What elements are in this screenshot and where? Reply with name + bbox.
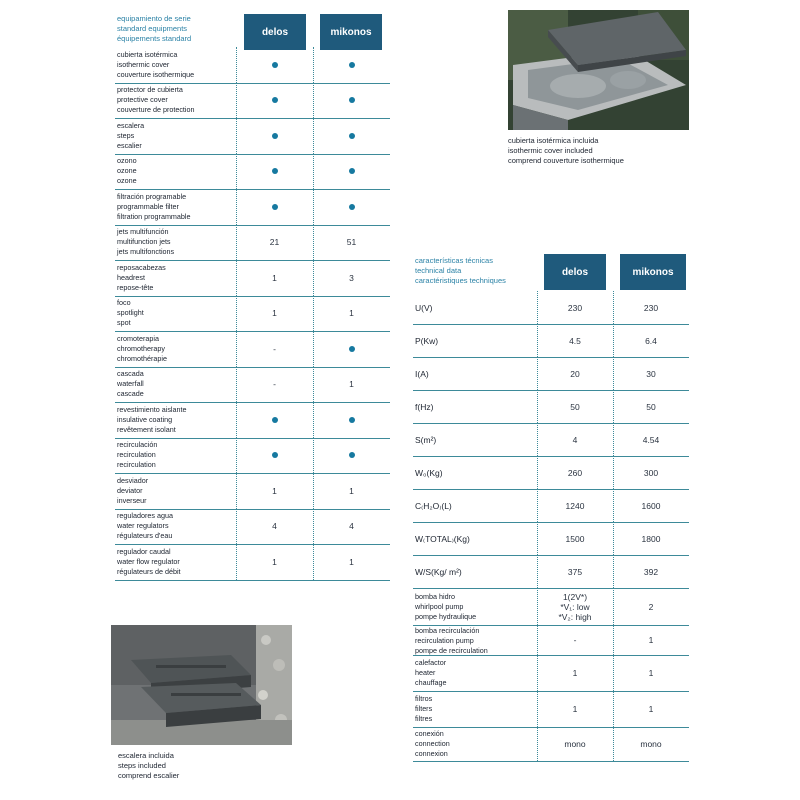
- cell-delos: [236, 189, 313, 225]
- cell-mikonos: 230: [643, 302, 659, 313]
- table-row: [413, 691, 689, 728]
- cell-mikonos: 1: [349, 308, 354, 319]
- cell-delos: [236, 118, 313, 154]
- table-row: [115, 438, 390, 475]
- cell-mikonos: 1: [349, 485, 354, 496]
- cell-delos: [236, 438, 313, 474]
- cell-mikonos: 1: [349, 379, 354, 390]
- row-label: U(V): [415, 302, 433, 313]
- table-row: [115, 367, 390, 404]
- cell-mikonos: [313, 331, 390, 367]
- included-dot-icon: [272, 97, 278, 103]
- table-row: [115, 189, 390, 226]
- included-dot-icon: [349, 62, 355, 68]
- row-label: desviador deviator inverseur: [117, 475, 149, 505]
- included-dot-icon: [349, 168, 355, 174]
- cell-delos: 1240: [565, 500, 585, 511]
- included-dot-icon: [349, 204, 355, 210]
- cell-delos: 4: [572, 434, 578, 445]
- row-label: conexión connection connexion: [415, 729, 450, 758]
- cell-delos: mono: [564, 739, 586, 749]
- standard-equipment-header-label: equipamiento de serie standard equipments équipements standard: [117, 14, 192, 43]
- row-label: S(m²): [415, 434, 437, 445]
- row-label: C₍H₂O₎(L): [415, 500, 452, 511]
- cell-delos: [236, 154, 313, 190]
- cell-mikonos: 51: [346, 237, 357, 248]
- cell-mikonos: 4: [349, 521, 354, 532]
- table-row: [115, 402, 390, 439]
- cell-mikonos: 1: [648, 635, 654, 645]
- table-row: [413, 291, 689, 325]
- cell-mikonos: [313, 83, 390, 119]
- row-label: bomba recirculación recirculation pump pompe de recirculation: [415, 626, 488, 655]
- row-label: I(A): [415, 368, 429, 379]
- row-label: revestimiento aislante insulative coating revêtement isolant: [117, 404, 187, 434]
- table-row: [413, 390, 689, 424]
- included-dot-icon: [272, 133, 278, 139]
- cell-delos: 1: [572, 704, 578, 714]
- spa-steps-caption: escalera incluida steps included comprend escalier: [118, 751, 180, 780]
- cell-mikonos: 2: [648, 601, 654, 612]
- included-dot-icon: [272, 452, 278, 458]
- included-dot-icon: [349, 452, 355, 458]
- cell-mikonos: [313, 118, 390, 154]
- row-label: reguladores agua water regulators régulateurs d'eau: [117, 511, 173, 541]
- table-row: [413, 555, 689, 589]
- cell-mikonos: 1: [648, 704, 654, 714]
- row-label: cubierta isotérmica isothermic cover couverture isothermique: [117, 49, 195, 79]
- column-header-delos: delos: [544, 254, 606, 290]
- cell-delos: 1500: [565, 533, 585, 544]
- cell-delos: [236, 83, 313, 119]
- cell-mikonos: 30: [646, 368, 656, 379]
- included-dot-icon: [349, 97, 355, 103]
- table-row: [413, 423, 689, 457]
- row-label: reposacabezas headrest repose-tête: [117, 262, 166, 292]
- column-header-mikonos: mikonos: [620, 254, 686, 290]
- cell-mikonos: [313, 438, 390, 474]
- cell-delos: [236, 402, 313, 438]
- table-row: [413, 456, 689, 490]
- table-row: [115, 260, 390, 297]
- cell-delos: 1(2V*) *V₁: low *V₂: high: [558, 591, 592, 622]
- cell-mikonos: 50: [646, 401, 656, 412]
- cell-delos: 21: [269, 237, 280, 248]
- cell-mikonos: [313, 154, 390, 190]
- cell-mikonos: 4.54: [642, 434, 660, 445]
- cell-delos: 260: [567, 467, 583, 478]
- row-label: W₍TOTAL₎(Kg): [415, 533, 470, 544]
- spa-steps-photo: [111, 625, 292, 745]
- table-row: [413, 588, 689, 626]
- column-header-delos: delos: [244, 14, 306, 50]
- cell-mikonos: 1: [349, 556, 354, 567]
- cell-delos: -: [273, 343, 276, 354]
- cell-mikonos: 300: [643, 467, 659, 478]
- row-label: jets multifunción multifunction jets jets multifonctions: [117, 227, 175, 257]
- table-row: [115, 473, 390, 510]
- included-dot-icon: [272, 204, 278, 210]
- table-row: [115, 118, 390, 155]
- included-dot-icon: [272, 417, 278, 423]
- spa-cover-caption: cubierta isotérmica incluida isothermic cover included comprend couverture isothermique: [508, 136, 624, 165]
- cell-mikonos: 1: [648, 668, 654, 678]
- spa-cover-photo: [508, 10, 689, 130]
- table-row: [413, 727, 689, 762]
- row-label: calefactor heater chauffage: [415, 658, 447, 687]
- table-row: [115, 47, 390, 84]
- row-label: foco spotlight spot: [117, 298, 144, 328]
- cell-mikonos: mono: [640, 739, 662, 749]
- included-dot-icon: [272, 62, 278, 68]
- cell-mikonos: 6.4: [645, 335, 657, 346]
- cell-delos: 1: [272, 556, 277, 567]
- cell-delos: 50: [570, 401, 580, 412]
- row-label: filtración programable programmable filter filtration programmable: [117, 191, 191, 221]
- table-row: [115, 509, 390, 546]
- table-row: [413, 324, 689, 358]
- included-dot-icon: [349, 417, 355, 423]
- cell-mikonos: 1800: [641, 533, 661, 544]
- cell-delos: 1: [272, 272, 277, 283]
- cell-delos: -: [573, 635, 577, 645]
- table-row: [413, 655, 689, 692]
- row-label: P(Kw): [415, 335, 439, 346]
- column-header-mikonos: mikonos: [320, 14, 382, 50]
- included-dot-icon: [272, 168, 278, 174]
- cell-delos: 4: [272, 521, 277, 532]
- spa-steps-illustration: [111, 625, 292, 745]
- cell-mikonos: [313, 47, 390, 83]
- spa-cover-illustration: [508, 10, 689, 130]
- cell-delos: -: [273, 379, 276, 390]
- row-label: protector de cubierta protective cover couverture de protection: [117, 85, 195, 115]
- cell-delos: 1: [272, 485, 277, 496]
- row-label: bomba hidro whirlpool pump pompe hydraulique: [415, 591, 477, 621]
- row-label: cascada waterfall cascade: [117, 369, 144, 399]
- table-row: [413, 489, 689, 523]
- table-row: [413, 522, 689, 556]
- row-label: escalera steps escalier: [117, 120, 145, 150]
- cell-delos: 1: [272, 308, 277, 319]
- table-row: [115, 296, 390, 333]
- cell-mikonos: 392: [643, 566, 659, 577]
- table-row: [115, 544, 390, 581]
- cell-mikonos: 1600: [641, 500, 661, 511]
- row-label: ozono ozone ozone: [117, 156, 137, 186]
- table-row: [413, 357, 689, 391]
- cell-delos: [236, 47, 313, 83]
- table-row: [115, 331, 390, 368]
- cell-delos: 1: [572, 668, 578, 678]
- row-label: filtros filters filtres: [415, 694, 433, 723]
- included-dot-icon: [349, 346, 355, 352]
- row-label: W₀(Kg): [415, 467, 443, 478]
- cell-mikonos: 3: [349, 272, 354, 283]
- row-label: cromoterapia chromotherapy chromothérapie: [117, 333, 167, 363]
- cell-delos: 375: [567, 566, 583, 577]
- included-dot-icon: [349, 133, 355, 139]
- cell-mikonos: [313, 189, 390, 225]
- table-row: [115, 225, 390, 262]
- technical-data-header-label: características técnicas technical data caractéristiques techniques: [415, 256, 506, 285]
- row-label: recirculación recirculation recirculation: [117, 440, 158, 470]
- standard-equipment-table: [115, 8, 390, 580]
- row-label: regulador caudal water flow regulator régulateurs de débit: [117, 546, 181, 576]
- table-row: [413, 625, 689, 656]
- row-label: W/S(Kg/ m²): [415, 566, 462, 577]
- technical-data-table: [413, 250, 689, 790]
- row-label: f(Hz): [415, 401, 434, 412]
- cell-delos: 4.5: [569, 335, 581, 346]
- table-row: [115, 83, 390, 120]
- table-row: [115, 154, 390, 191]
- cell-delos: 230: [567, 302, 583, 313]
- cell-mikonos: [313, 402, 390, 438]
- cell-delos: 20: [570, 368, 580, 379]
